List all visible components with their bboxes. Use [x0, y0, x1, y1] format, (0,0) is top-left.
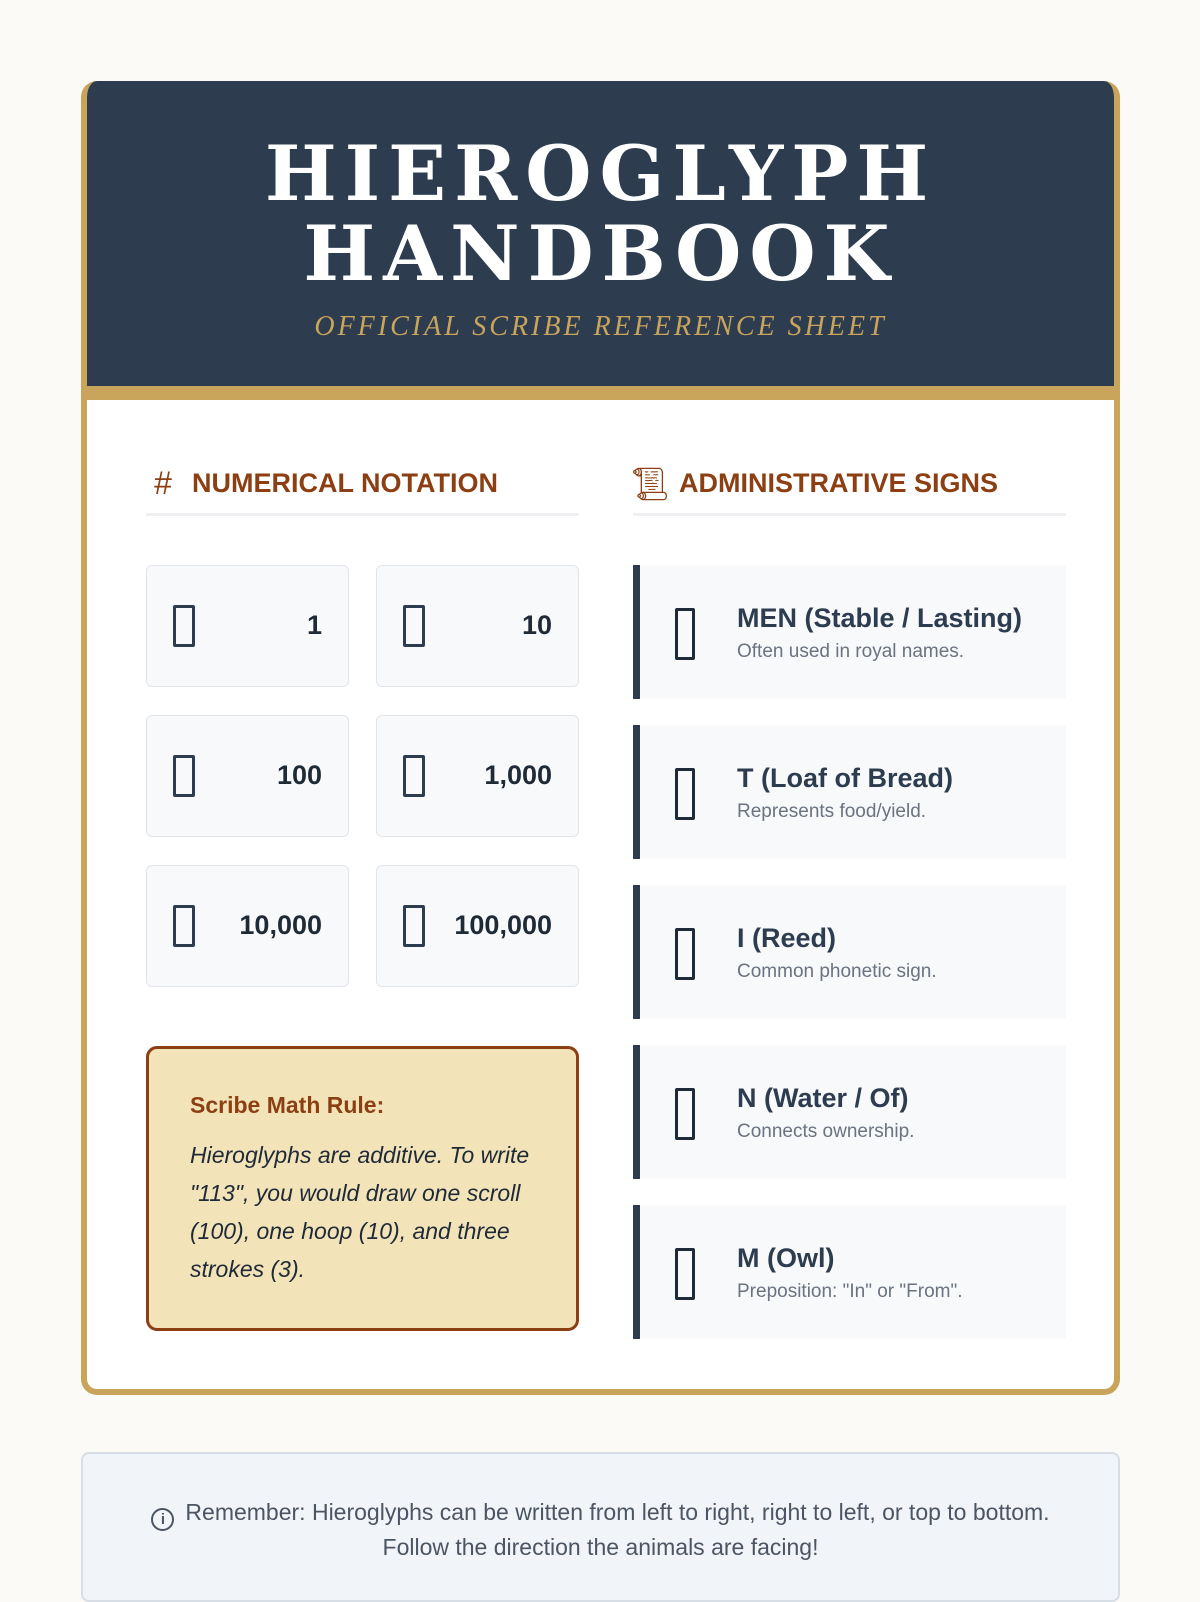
- owl-glyph-icon: [675, 1248, 695, 1300]
- sign-title: M (Owl): [737, 1243, 835, 1273]
- number-tile: [376, 865, 579, 987]
- reed-glyph-icon: [675, 928, 695, 980]
- number-tile: [376, 715, 579, 837]
- handbook-header: [81, 81, 1120, 400]
- men-glyph-icon: [675, 608, 695, 660]
- stroke-glyph-icon: [173, 605, 195, 647]
- page-title: HIEROGLYPH HANDBOOK: [264, 129, 937, 298]
- finger-glyph-icon: [173, 905, 195, 947]
- hoop-glyph-icon: [403, 605, 425, 647]
- info-icon: i: [151, 1508, 174, 1531]
- sign-description: Connects ownership.: [737, 1121, 915, 1142]
- page-subtitle: OFFICIAL SCRIBE REFERENCE SHEET: [314, 311, 887, 342]
- rule-title: Scribe Math Rule:: [190, 1092, 385, 1118]
- numerical-notation-heading: [146, 454, 579, 516]
- scribe-math-rule-box: [146, 1046, 579, 1331]
- sign-card: [633, 725, 1066, 859]
- sign-title: N (Water / Of): [737, 1083, 909, 1113]
- scroll-glyph-icon: [173, 755, 195, 797]
- sign-description: Preposition: "In" or "From".: [737, 1281, 963, 1302]
- administrative-signs-title: ADMINISTRATIVE SIGNS: [679, 468, 999, 498]
- reference-card: [81, 81, 1120, 1395]
- lotus-glyph-icon: [403, 755, 425, 797]
- sign-title: MEN (Stable / Lasting): [737, 603, 1023, 633]
- number-value: 1: [306, 610, 322, 640]
- number-value: 10,000: [239, 910, 322, 940]
- sign-title: I (Reed): [737, 923, 837, 953]
- reminder-footer: [81, 1452, 1120, 1602]
- number-tile: [376, 565, 579, 687]
- number-tile: [146, 865, 349, 987]
- sign-description: Common phonetic sign.: [737, 961, 937, 982]
- hash-icon: #: [154, 465, 172, 501]
- scroll-icon: 📜︎: [629, 465, 671, 502]
- reminder-text: Remember: Hieroglyphs can be written from left to right, right to left, or top to bottom. Follow the direction the animals are facing!: [185, 1499, 1050, 1560]
- tadpole-glyph-icon: [403, 905, 425, 947]
- sign-description: Often used in royal names.: [737, 641, 965, 662]
- sign-card: [633, 565, 1066, 699]
- water-glyph-icon: [675, 1088, 695, 1140]
- number-value: 100: [276, 760, 322, 790]
- number-tile: [146, 565, 349, 687]
- sign-card: [633, 885, 1066, 1019]
- rule-body: Hieroglyphs are additive. To write "113", you would draw one scroll (100), one hoop (10), and three strokes (3).: [190, 1142, 530, 1282]
- bread-glyph-icon: [675, 768, 695, 820]
- sign-description: Represents food/yield.: [737, 801, 927, 822]
- sign-card: [633, 1205, 1066, 1339]
- number-value: 100,000: [454, 910, 552, 940]
- administrative-signs-heading: [629, 454, 1066, 516]
- number-tile: [146, 715, 349, 837]
- number-value: 1,000: [484, 760, 552, 790]
- sign-title: T (Loaf of Bread): [737, 763, 953, 793]
- number-value: 10: [521, 610, 552, 640]
- numerical-notation-title: NUMERICAL NOTATION: [192, 468, 498, 498]
- sign-card: [633, 1045, 1066, 1179]
